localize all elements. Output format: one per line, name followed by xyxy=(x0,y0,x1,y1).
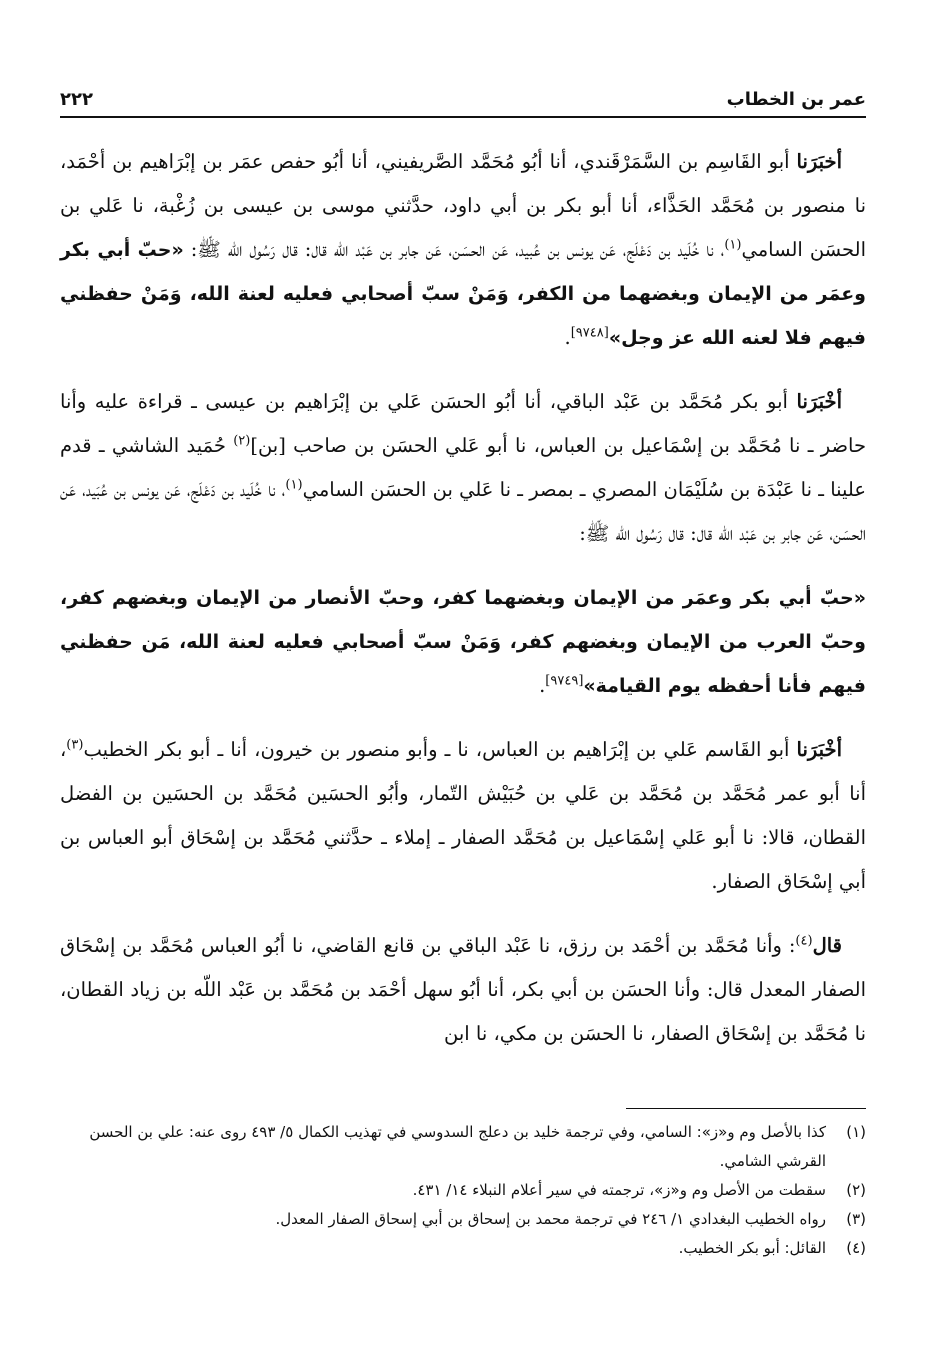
paragraph-lead: أخْبَرَنا xyxy=(796,390,842,413)
footnote-number: (٤) xyxy=(846,1239,866,1257)
footnote-text: سقطت من الأصل وم و«ز»، ترجمته في سير أعلام النبلاء ١٤/ ٤٣١. xyxy=(412,1181,826,1199)
reference-marker: [٩٧٤٩] xyxy=(545,673,584,689)
hadith-text: «حبّ أبي بكر وعمَر من الإيمان وبغضهما كفر، وحبّ الأنصار من الإيمان وبغضهم كفر، وحبّ العرب من الإيمان وبغضهم كفر، وَمَنْ سبّ أصحابي فعليه لعنة الله، مَن حفظني فيهم فأنا أحفظه يوم القيامة» xyxy=(60,587,866,697)
running-header xyxy=(60,76,866,118)
footnote-text: كذا بالأصل وم و«ز»: السامي، وفي ترجمة خليد بن دعلج السدوسي في تهذيب الكمال ٥/ ٤٩٣ روى عنه: علي بن الحسن القرشي الشامي. xyxy=(89,1123,826,1170)
text-segment: ، أنا أبو عمر مُحَمَّد بن مُحَمَّد بن عَلي بن حُبَيْش التّمار، وأبُو الحسَين مُحَمَّد بن الحسَين بن الفضل القطان، قالا: نا أبو عَلي إسْمَاعيل بن مُحَمَّد الصفار ـ إملاء ـ حدَّثني مُحَمَّد بن إسْحَاق أبو العباس بن أبي إسْحَاق الصفار. xyxy=(60,738,866,893)
footnote-number: (٢) xyxy=(846,1181,866,1199)
text-segment: أبو القَاسم عَلي بن إبْرَاهيم بن العباس، نا ـ وأبو منصور بن خيرون، أنا ـ أبو بكر الخطيب xyxy=(83,738,797,761)
text-segment: أبو القَاسِم بن السَّمَرْقَندي، أنا أبُو مُحَمَّد الصَّريفيني، أنا أبُو حفص عمَر بن إبْرَاهيم بن أحْمَد، نا منصور بن مُحَمَّد الحَذَّاء، أنا أبو بكر بن أبي داود، حدَّثني موسى بن عيسى بن زُغْبة، نا عَلي بن الحسَن السامي xyxy=(60,150,867,261)
reference-marker: [٩٧٤٨] xyxy=(570,325,609,341)
reference-marker: (٢) xyxy=(233,433,251,449)
text-segment: أبو بكر مُحَمَّد بن عَبْد الباقي، أنا أبُو الحسَن عَلي بن إبْرَاهيم بن عيسى ـ قراءة عليه وأنا حاضر ـ نا مُحَمَّد بن إسْمَاعيل بن العباس، نا أبو عَلي الحسَن بن صاحب [بن] xyxy=(60,390,867,457)
paragraph xyxy=(60,576,866,708)
footnote-text: رواه الخطيب البغدادي ١/ ٢٤٦ في ترجمة محمد بن إسحاق بن أبي إسحاق الصفار المعدل. xyxy=(275,1210,826,1228)
paragraph xyxy=(60,924,866,1056)
footnote xyxy=(60,1234,866,1263)
footnote-number: (٣) xyxy=(846,1210,866,1228)
footnote-divider xyxy=(626,1108,866,1109)
footnote xyxy=(60,1205,866,1234)
text-segment: . xyxy=(564,326,571,349)
text-segment: . xyxy=(539,674,546,697)
paragraph-lead: أخْبَرَنا xyxy=(796,738,842,761)
text-segment: حُمَيد الشاشي ـ قدم علينا ـ نا عَبْدَة بن سُلَيْمَان المصري ـ بمصر ـ نا عَلي بن الحسَن السامي xyxy=(60,434,867,501)
footnote xyxy=(60,1118,866,1176)
main-text xyxy=(60,140,866,1076)
text-segment: : وأنا مُحَمَّد بن أحْمَد بن رزق، نا عَبْد الباقي بن قانع القاضي، نا أبُو العباس مُحَمَّد بن إسْحَاق الصفار المعدل قال: وأنا الحسَن بن أبي بكر، أنا أبُو سهل أحْمَد بن مُحَمَّد بن عَبْد اللّه بن زياد القطان، نا مُحَمَّد بن إسْحَاق الصفار، نا الحسَن بن مكي، نا ابن xyxy=(60,934,866,1045)
footnotes xyxy=(60,1118,866,1263)
paragraph-lead: أخبَرَنا xyxy=(796,150,842,173)
footnote-number: (١) xyxy=(846,1123,866,1141)
paragraph xyxy=(60,380,866,556)
text-segment: ، نا خُلَيد بن دَعْلَج، عَن يونس بن عُبَيد، عَن الحسَن، عَن جابر بن عَبْد اللّه قال: قال رَسُول اللّه ﷺ: xyxy=(60,478,866,545)
running-title: عمر بن الخطاب xyxy=(726,89,866,110)
page-number: ٢٢٢ xyxy=(60,89,93,110)
paragraph xyxy=(60,140,866,360)
paragraph-lead: قال xyxy=(812,934,842,957)
reference-marker: (٤) xyxy=(795,933,813,949)
reference-marker: (١) xyxy=(724,237,742,253)
reference-marker: (٣) xyxy=(66,737,84,753)
text-segment: ، نا خُلَيد بن دَعْلَج، عَن يونس بن عُبيد، عَن الحسَن، عَن جابر بن عَبْد اللّه قال: قال رَسُول اللّه ﷺ: xyxy=(183,238,725,261)
reference-marker: (١) xyxy=(285,477,303,493)
footnote xyxy=(60,1176,866,1205)
footnote-text: القائل: أبو بكر الخطيب. xyxy=(678,1239,826,1257)
hadith-text: «حبّ أبي بكر وعمَر من الإيمان وبغضهما من الكفر، وَمَنْ سبّ أصحابي فعليه لعنة الله، وَمَنْ حفظني فيهم فلا لعنه الله عز وجل» xyxy=(60,239,866,349)
paragraph xyxy=(60,728,866,904)
